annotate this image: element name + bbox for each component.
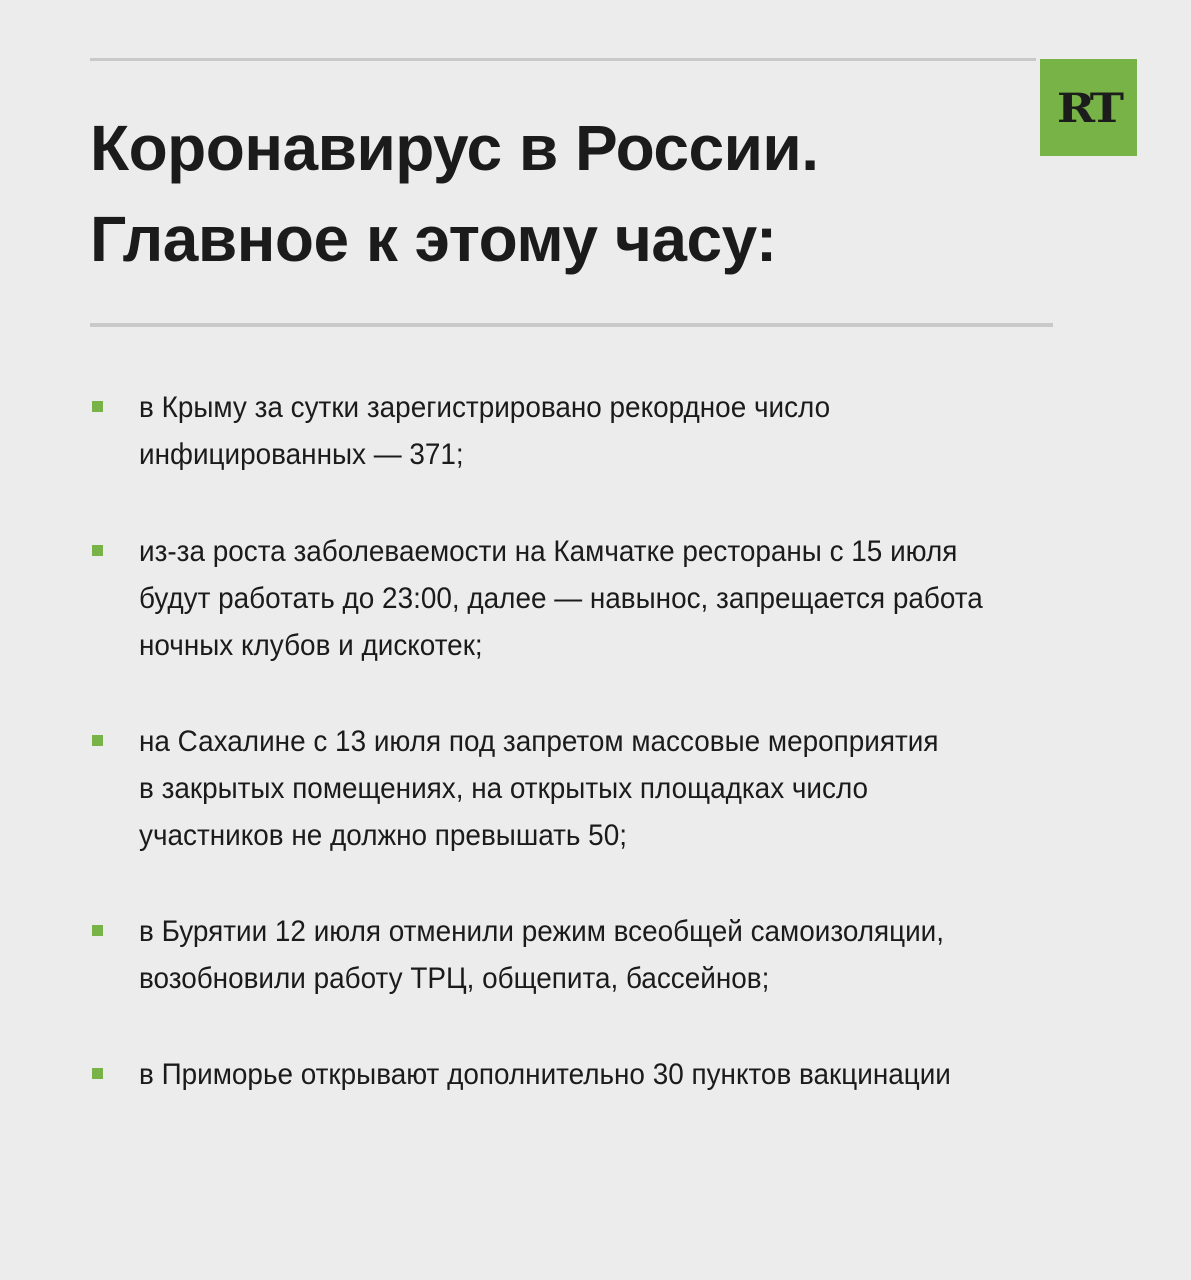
bullet-square-icon <box>92 401 103 412</box>
news-item-line: возобновили работу ТРЦ, общепита, бассейнов; <box>139 962 770 995</box>
news-item-text <box>139 718 1088 859</box>
rt-logo <box>1040 59 1137 156</box>
news-item-line: в Приморье открывают дополнительно 30 пунктов вакцинации <box>139 1058 951 1091</box>
news-item-line: на Сахалине с 13 июля под запретом массовые мероприятия <box>139 725 939 758</box>
news-item-line: в Бурятии 12 июля отменили режим всеобщей самоизоляции, <box>139 915 945 948</box>
news-item-text <box>139 384 1088 478</box>
top-divider <box>90 58 1036 61</box>
page-title-line-1: Коронавирус в России. <box>90 112 819 184</box>
news-item-line: из-за роста заболеваемости на Камчатке рестораны с 15 июля <box>139 535 958 568</box>
news-item-line: ночных клубов и дискотек; <box>139 629 483 662</box>
bullet-square-icon <box>92 925 103 936</box>
news-item-text <box>139 908 1088 1002</box>
news-item-line: в Крыму за сутки зарегистрировано рекордное число <box>139 391 831 424</box>
news-item-line: инфицированных — 371; <box>139 438 464 471</box>
bullet-square-icon <box>92 545 103 556</box>
news-item-text <box>139 528 1088 669</box>
page-title-line-2: Главное к этому часу: <box>90 203 777 275</box>
rt-logo-text: RT <box>1057 84 1120 132</box>
news-item-line: участников не должно превышать 50; <box>139 819 627 852</box>
news-item-line: в закрытых помещениях, на открытых площадках число <box>139 772 869 805</box>
bullet-square-icon <box>92 735 103 746</box>
title-divider <box>90 323 1053 327</box>
bullet-square-icon <box>92 1068 103 1079</box>
news-item-line: будут работать до 23:00, далее — навынос, запрещается работа <box>139 582 983 615</box>
news-item-text <box>139 1051 1088 1098</box>
page-title <box>90 103 1020 285</box>
